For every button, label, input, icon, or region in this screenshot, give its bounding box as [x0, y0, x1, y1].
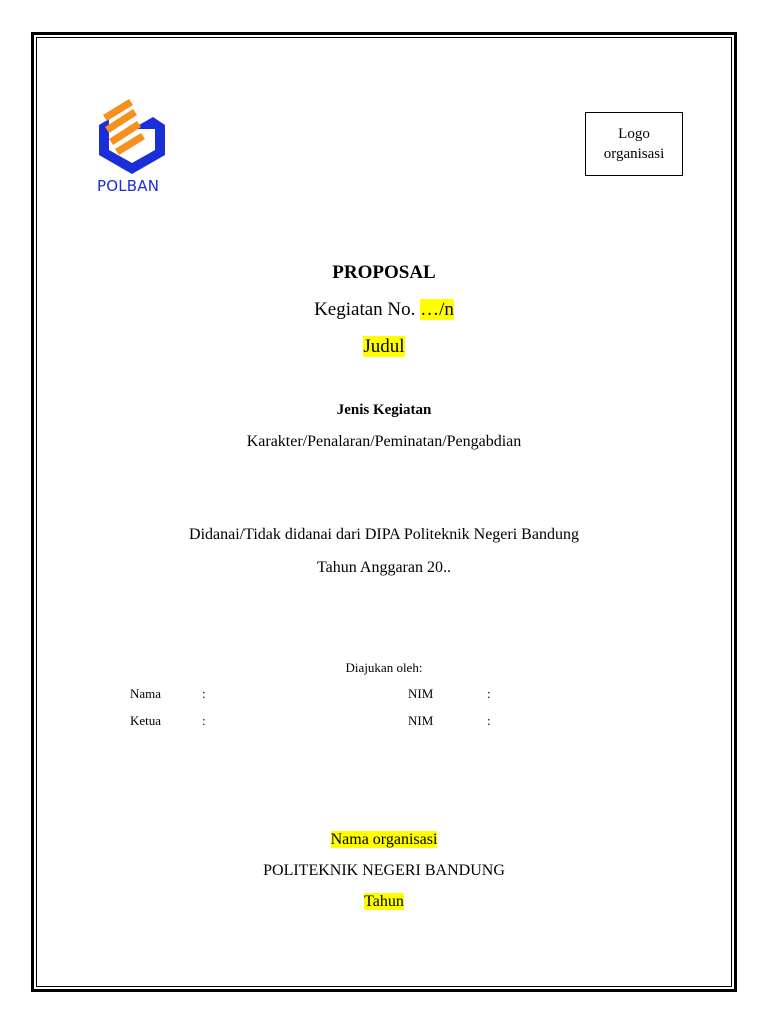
org-name: Nama organisasi [330, 831, 438, 848]
org-logo-line2: organisasi [603, 146, 665, 162]
funding-line-2: Tahun Anggaran 20.. [317, 559, 451, 576]
institution-name: POLITEKNIK NEGERI BANDUNG [263, 862, 505, 879]
field-label-nama: Nama [130, 686, 162, 701]
field-label-nim: NIM [408, 686, 434, 701]
polban-logo-text: POLBAN [97, 177, 160, 195]
field-colon: : [487, 686, 491, 701]
field-label-ketua: Ketua [130, 713, 162, 728]
year-line [0, 893, 768, 911]
activity-number-line [0, 299, 768, 321]
funding-line-1: Didanai/Tidak didanai dari DIPA Politeknik Negeri Bandung [189, 526, 579, 543]
jenis-heading: Jenis Kegiatan [336, 402, 432, 418]
year: Tahun [364, 893, 404, 910]
field-colon: : [202, 686, 206, 701]
field-colon: : [202, 713, 206, 728]
document-type: PROPOSAL [332, 262, 436, 283]
org-logo-line1: Logo [618, 126, 650, 142]
document-title: Judul [363, 336, 405, 357]
jenis-options: Karakter/Penalaran/Peminatan/Pengabdian [246, 433, 522, 450]
activity-number-value: …/n [420, 299, 454, 320]
org-logo-placeholder [585, 112, 683, 176]
field-label-nim: NIM [408, 713, 434, 728]
field-colon: : [487, 713, 491, 728]
org-name-line [0, 831, 768, 849]
title-line [0, 336, 768, 358]
submitter-heading: Diajukan oleh: [345, 660, 423, 675]
activity-number-prefix: Kegiatan No. [314, 299, 421, 320]
